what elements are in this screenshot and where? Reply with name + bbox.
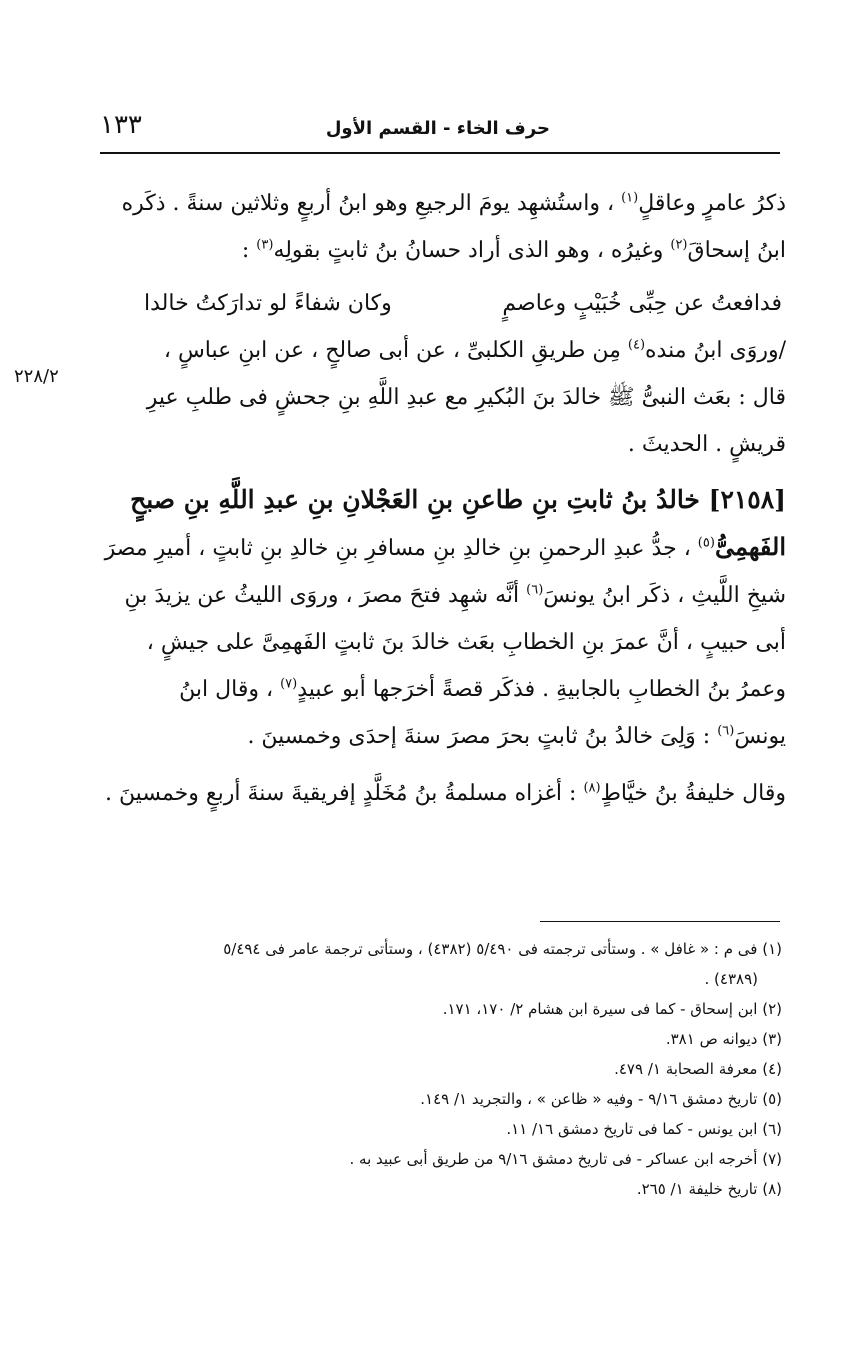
entry-heading: [٢١٥٨] خالدُ بنُ ثابتِ بنِ طاعنِ بنِ العَجْلانِ بنِ عبدِ اللَّهِ بنِ صبحٍ — [130, 485, 786, 514]
footnote-5: (٥) تاريخ دمشق ٩/١٦ - وفيه « ظاعن » ، والتجريد ١/ ١٤٩. — [420, 1090, 782, 1108]
verse-first-hemistich: فدافعتُ عن حِبِّى خُبَيْبٍ وعاصمٍ — [502, 291, 782, 316]
footnote-marker: (٢) — [670, 237, 688, 253]
text-span: مِن طريقِ الكلبىِّ ، عن أبى صالحٍ ، عن ابنِ عباسٍ ، — [163, 338, 621, 363]
text-line — [96, 327, 786, 374]
text-span: /وروَى ابنُ منده — [645, 338, 786, 363]
text-line — [96, 180, 786, 227]
footnote-1: (١) فى م : « غافل » . وستأتى ترجمته فى ٥/٤٩٠ (٤٣٨٢) ، وستأتى ترجمة عامر فى ٥/٤٩٤ — [223, 940, 782, 958]
footnote-marker: (٣) — [256, 237, 274, 253]
text-span: ، واستُشهِد يومَ الرجيعِ وهو ابنُ أربعٍ وثلاثين سنةً . ذكَره — [121, 191, 615, 216]
page-number: ١٣٣ — [100, 110, 142, 140]
text-line — [96, 227, 786, 274]
text-span: : أغزاه مسلمةُ بنُ مُخَلَّدٍ إفريقيةَ سنةَ أربعٍ وخمسينَ . — [104, 781, 577, 806]
footnote-marker: (٦) — [717, 723, 735, 739]
footnote-1-continuation: (٤٣٨٩) . — [704, 970, 758, 988]
text-span: أنَّه شهِد فتحَ مصرَ ، وروَى الليثُ عن يزيدَ بنِ — [124, 583, 520, 608]
text-span: يونسَ — [734, 724, 786, 749]
text-span: : — [241, 238, 250, 263]
text-span: ابنُ إسحاقَ — [687, 238, 786, 263]
footnote-8: (٨) تاريخ خليفة ١/ ٢٦٥. — [636, 1180, 782, 1198]
text-line — [96, 770, 786, 817]
margin-reference: ٢٢٨/٢ — [14, 366, 59, 387]
footnote-6: (٦) ابن يونس - كما فى تاريخ دمشق ١٦/ ١١. — [506, 1120, 782, 1138]
header-rule — [100, 152, 780, 154]
text-line — [96, 666, 786, 713]
text-line — [96, 713, 786, 760]
text-span: وغيرُه ، وهو الذى أراد حسانُ بنُ ثابتٍ بقولِه — [273, 238, 664, 263]
main-text — [96, 180, 786, 817]
header-title: حرف الخاء - القسم الأول — [325, 118, 550, 139]
footnote-marker: (٥) — [697, 535, 715, 551]
text-span: ، جدُّ عبدِ الرحمنِ بنِ خالدِ بنِ مسافرِ بنِ خالدِ بنِ ثابتٍ ، أميرِ مصرَ — [104, 536, 691, 561]
footnote-marker: (١) — [621, 190, 639, 206]
footnote-marker: (٧) — [280, 676, 298, 692]
footnote-3: (٣) ديوانه ص ٣٨١. — [665, 1030, 782, 1048]
footnotes — [100, 934, 782, 1204]
poem-verse — [96, 280, 786, 327]
footnote-rule — [540, 921, 780, 922]
text-span: : وَلِىَ خالدُ بنُ ثابتٍ بحرَ مصرَ سنةَ إحدَى وخمسينَ . — [247, 724, 711, 749]
text-line: قال : بعَث النبىُّ ﷺ خالدَ بنَ البُكيرِ مع عبدِ اللَّهِ بنِ جحشٍ فى طلبِ عيرِ — [146, 385, 786, 410]
footnote-7: (٧) أخرجه ابن عساكر - فى تاريخ دمشق ٩/١٦ من طريق أبى عبيد به . — [349, 1150, 782, 1168]
running-header — [100, 104, 780, 152]
text-line: قريشٍ . الحديثَ . — [627, 432, 786, 457]
footnote-marker: (٦) — [526, 582, 544, 598]
text-span: ذكرُ عامرٍ وعاقلٍ — [638, 191, 786, 216]
text-span: شيخِ اللَّيثِ ، ذكَر ابنُ يونسَ — [543, 583, 786, 608]
text-span: وقال خليفةُ بنُ خيَّاطٍ — [600, 781, 786, 806]
footnote-marker: (٨) — [583, 780, 601, 796]
text-span: ، وقال ابنُ — [179, 677, 274, 702]
text-line — [96, 572, 786, 619]
verse-second-hemistich: وكان شفاءً لو تدارَكتُ خالدا — [144, 291, 392, 316]
text-line — [96, 523, 786, 572]
entry-nisba: الفَهمِىُّ — [714, 532, 786, 561]
text-span: وعمرُ بنُ الخطابِ بالجابيةِ . فذكَر قصةً أخرَجها أبو عبيدٍ — [297, 677, 786, 702]
text-line: أبى حبيبٍ ، أنَّ عمرَ بنِ الخطابِ بعَث خالدَ بنَ ثابتٍ الفَهمِىَّ على جيشٍ ، — [146, 630, 786, 655]
footnote-4: (٤) معرفة الصحابة ١/ ٤٧٩. — [614, 1060, 782, 1078]
footnote-2: (٢) ابن إسحاق - كما فى سيرة ابن هشام ٢/ ١٧٠، ١٧١. — [442, 1000, 782, 1018]
footnote-marker: (٤) — [627, 337, 646, 353]
